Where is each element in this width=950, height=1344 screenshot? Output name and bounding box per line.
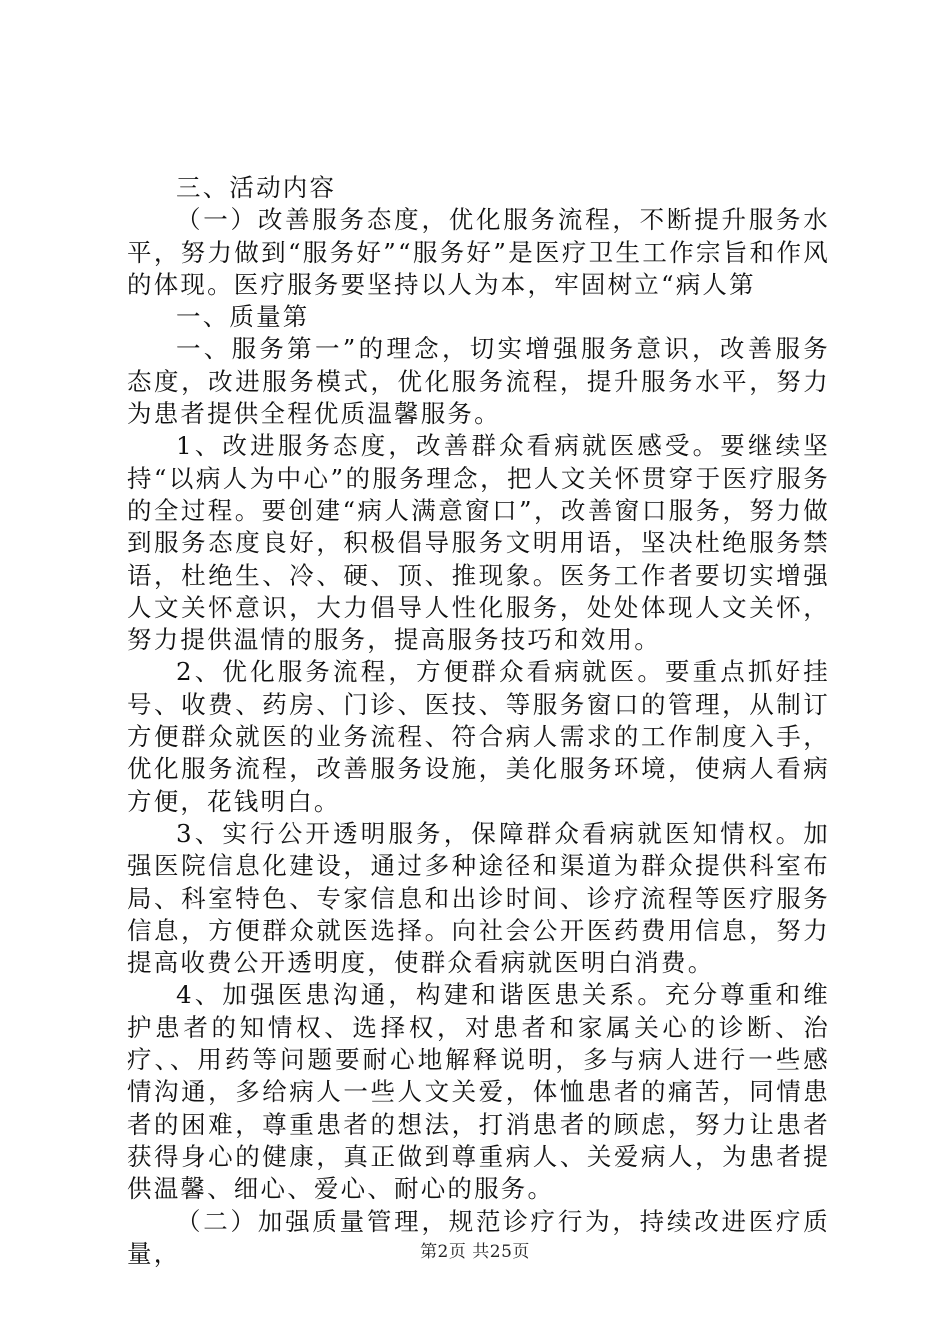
- page-number-footer: 第2页 共25页: [420, 1242, 530, 1262]
- paragraph-item-3: 3、实行公开透明服务，保障群众看病就医知情权。加强医院信息化建设，通过多种途径和渠道为群众提供科室布局、科室特色、专家信息和出诊时间、诊疗流程等医疗服务信息，方便群众就医选择。向社会公开医药费用信息，努力提高收费公开透明度，使群众看病就医明白消费。: [127, 818, 830, 978]
- paragraph-service-first: 一、服务第一”的理念，切实增强服务意识，改善服务态度，改进服务模式，优化服务流程，提升服务水平，努力为患者提供全程优质温馨服务。: [127, 334, 830, 429]
- paragraph-item-1: 1、改进服务态度，改善群众看病就医感受。要继续坚持“以病人为中心”的服务理念，把人文关怀贯穿于医疗服务的全过程。要创建“病人满意窗口”，改善窗口服务，努力做到服务态度良好，积极倡导服务文明用语，坚决杜绝服务禁语，杜绝生、冷、硬、顶、推现象。医务工作者要切实增强人文关怀意识，大力倡导人性化服务，处处体现人文关怀，努力提供温情的服务，提高服务技巧和效用。: [127, 431, 830, 655]
- paragraph-subsection-2: （二）加强质量管理，规范诊疗行为，持续改进医疗质量，: [127, 1206, 830, 1268]
- paragraph-subsection-1: （一）改善服务态度，优化服务流程，不断提升服务水平，努力做到“服务好”“服务好”是医疗卫生工作宗旨和作风的体现。医疗服务要坚持以人为本，牢固树立“病人第: [127, 205, 830, 299]
- paragraph-item-4: 4、加强医患沟通，构建和谐医患关系。充分尊重和维护患者的知情权、选择权，对患者和家属关心的诊断、治疗、、用药等问题要耐心地解释说明，多与病人进行一些感情沟通，多给病人一些人文关爱，体恤患者的痛苦，同情患者的困难，尊重患者的想法，打消患者的顾虑，努力让患者获得身心的健康，真正做到尊重病人、关爱病人，为患者提供温馨、细心、爱心、耐心的服务。: [127, 980, 830, 1204]
- document-body: [127, 172, 830, 1270]
- paragraph-quality-first: 一、质量第: [176, 302, 310, 332]
- section-heading: 三、活动内容: [176, 173, 337, 202]
- paragraph-item-2: 2、优化服务流程，方便群众看病就医。要重点抓好挂号、收费、药房、门诊、医技、等服务窗口的管理，从制订方便群众就医的业务流程、符合病人需求的工作制度入手，优化服务流程，改善服务设施，美化服务环境，使病人看病方便，花钱明白。: [127, 657, 830, 816]
